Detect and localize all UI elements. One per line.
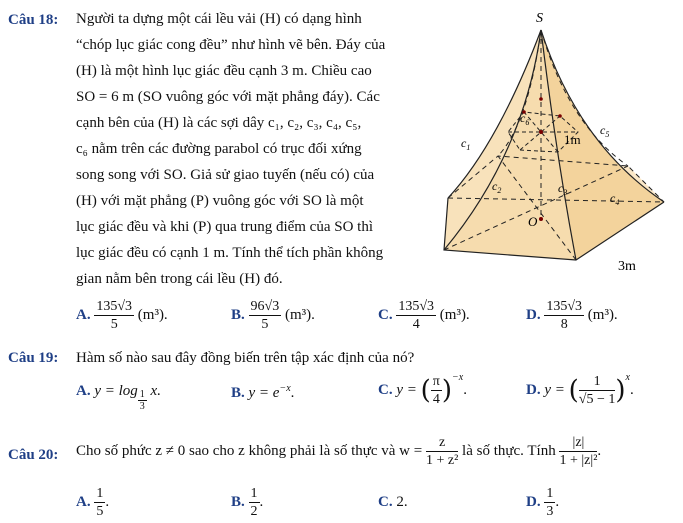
option-text: y = log bbox=[94, 383, 138, 399]
option-letter: D. bbox=[526, 306, 541, 323]
label-c2: $c_2$ bbox=[492, 179, 502, 195]
fraction-num: 1 bbox=[579, 373, 616, 391]
q19-option-b[interactable] bbox=[231, 383, 294, 402]
q18-label: Câu 18: bbox=[8, 12, 59, 28]
q18-line-9: lục giác đều và khi (P) qua trung điểm của SO thì bbox=[76, 219, 374, 235]
option-letter: A. bbox=[76, 493, 91, 510]
target-fraction bbox=[559, 434, 597, 469]
option-tail: . bbox=[629, 382, 634, 398]
label-3m: 3m bbox=[618, 259, 636, 274]
option-text: y = bbox=[544, 382, 565, 398]
option-exponent: −x bbox=[279, 383, 291, 394]
fraction-num: 1 bbox=[546, 486, 554, 501]
q20-end: . bbox=[597, 443, 602, 459]
option-tail: . bbox=[463, 382, 467, 398]
fraction-num: 96√3 bbox=[250, 299, 280, 314]
q18-question bbox=[76, 6, 421, 292]
q18-option-d[interactable] bbox=[526, 298, 618, 333]
option-exponent: x bbox=[625, 372, 630, 383]
fraction-num: π bbox=[432, 374, 440, 390]
q18-line-11: gian nằm bên trong cái lều (H) đó. bbox=[76, 271, 283, 287]
label-c1: $c_1$ bbox=[461, 136, 471, 152]
q20-option-d[interactable] bbox=[526, 485, 559, 520]
label-c4: $c_4$ bbox=[610, 191, 620, 207]
q20-question bbox=[76, 431, 601, 471]
q18-line-6: c₆ nằm trên các đường parabol có trục đối xứng bbox=[76, 141, 362, 157]
option-tail: . bbox=[555, 493, 560, 510]
option-tail: . bbox=[105, 493, 110, 510]
option-fraction bbox=[544, 485, 555, 520]
q18-line-1: Người ta dựng một cái lều vải (H) có dạng hình bbox=[76, 11, 362, 27]
q18-line-2: “chóp lục giác cong đều” như hình vẽ bên. Đáy của bbox=[76, 37, 386, 53]
option-tail: . bbox=[290, 385, 295, 401]
option-tail: x. bbox=[150, 383, 161, 399]
fraction-den: √5 − 1 bbox=[578, 392, 616, 408]
fraction-den: 5 bbox=[96, 504, 104, 519]
w-fraction bbox=[426, 434, 458, 469]
option-fraction bbox=[396, 298, 436, 333]
q18-line-5: cạnh bên của (H) là các sợi dây c₁, c₂, c₃, c₄, c₅, bbox=[76, 115, 362, 131]
q18-line-3: (H) là một hình lục giác đều cạnh 3 m. Chiều cao bbox=[76, 63, 372, 79]
fraction-den: 8 bbox=[560, 317, 568, 332]
q18-option-b[interactable] bbox=[231, 298, 315, 333]
fraction-num: z bbox=[426, 434, 458, 452]
fraction-den: 2 bbox=[250, 504, 258, 519]
option-letter: A. bbox=[76, 306, 91, 323]
q20-option-c[interactable] bbox=[378, 494, 408, 511]
label-c5: $c_5$ bbox=[600, 123, 610, 139]
fraction-den: 1 + z² bbox=[425, 453, 459, 469]
option-letter: B. bbox=[231, 493, 245, 510]
option-tail: . bbox=[259, 493, 264, 510]
q18-option-c[interactable] bbox=[378, 298, 470, 333]
q20-option-a[interactable] bbox=[76, 485, 109, 520]
option-fraction bbox=[579, 373, 616, 408]
q20-text-a: Cho số phức z ≠ 0 sao cho z không phải là số thực và w = bbox=[76, 443, 423, 459]
q18-line-4: SO = 6 m (SO vuông góc với mặt phẳng đáy). Các bbox=[76, 89, 380, 105]
q18-option-a[interactable] bbox=[76, 298, 168, 333]
q20-text-b: là số thực. Tính bbox=[462, 443, 556, 459]
option-letter: C. bbox=[378, 494, 393, 510]
label-O: O bbox=[528, 214, 538, 229]
option-unit: (m³). bbox=[284, 306, 315, 323]
q20-label: Câu 20: bbox=[8, 447, 59, 463]
label-c6: $c_6$ bbox=[520, 111, 530, 127]
label-1m: 1m bbox=[564, 132, 581, 147]
q19-option-c[interactable]: C. y = ( $\frac{\pi}{4}$ )$^{-x}$. bbox=[378, 372, 467, 408]
option-fraction bbox=[249, 485, 260, 520]
label-c3: $c_3$ bbox=[558, 181, 568, 197]
option-letter: B. bbox=[231, 306, 245, 323]
option-text: 2. bbox=[396, 494, 408, 510]
fraction-num: 135√3 bbox=[96, 299, 133, 314]
option-letter: C. bbox=[378, 382, 393, 398]
fraction-num: 135√3 bbox=[546, 299, 583, 314]
fraction-num: |z| bbox=[559, 434, 597, 452]
fraction-den: 1 + |z|² bbox=[559, 453, 598, 469]
option-letter: C. bbox=[378, 306, 393, 323]
fraction-num: 1 bbox=[96, 486, 104, 501]
fraction-den: 5 bbox=[261, 317, 269, 332]
q19-option-a[interactable] bbox=[76, 383, 161, 412]
tent-figure bbox=[428, 4, 680, 286]
fraction-den: 4 bbox=[412, 317, 420, 332]
option-fraction bbox=[94, 298, 134, 333]
q19-label: Câu 19: bbox=[8, 350, 59, 366]
option-fraction bbox=[431, 373, 442, 408]
option-letter: D. bbox=[526, 493, 541, 510]
option-letter: D. bbox=[526, 382, 541, 398]
option-text: y = bbox=[396, 382, 417, 398]
q19-option-d[interactable]: D. y = ( $\frac{1}{√5 - 1}$ )$^x$. bbox=[526, 372, 634, 408]
fraction-num: 1 bbox=[250, 486, 258, 501]
fraction-den: 4 bbox=[432, 392, 440, 408]
q19-question: Hàm số nào sau đây đồng biến trên tập xác định của nó? bbox=[76, 350, 415, 366]
option-letter: A. bbox=[76, 383, 91, 399]
option-fraction bbox=[544, 298, 584, 333]
label-S: S bbox=[536, 11, 543, 26]
option-unit: (m³). bbox=[137, 306, 168, 323]
q18-line-8: (H) với mặt phẳng (P) vuông góc với SO là một bbox=[76, 193, 364, 209]
q20-option-b[interactable] bbox=[231, 485, 263, 520]
fraction-num: 1 bbox=[139, 389, 145, 400]
option-fraction bbox=[249, 298, 282, 333]
fraction-num: 135√3 bbox=[398, 299, 435, 314]
fraction-den: 3 bbox=[546, 504, 554, 519]
log-base-fraction bbox=[138, 389, 147, 412]
q18-line-10: lục giác đều có cạnh 1 m. Tính thể tích phần không bbox=[76, 245, 384, 261]
option-exponent: −x bbox=[452, 372, 464, 383]
option-unit: (m³). bbox=[439, 306, 470, 323]
fraction-den: 5 bbox=[110, 317, 118, 332]
option-letter: B. bbox=[231, 385, 245, 401]
option-fraction bbox=[94, 485, 105, 520]
fraction-den: 3 bbox=[139, 401, 145, 412]
option-unit: (m³). bbox=[587, 306, 618, 323]
q18-line-7: song song với SO. Giả sử giao tuyến (nếu có) của bbox=[76, 167, 375, 183]
option-text: y = e bbox=[248, 385, 280, 401]
